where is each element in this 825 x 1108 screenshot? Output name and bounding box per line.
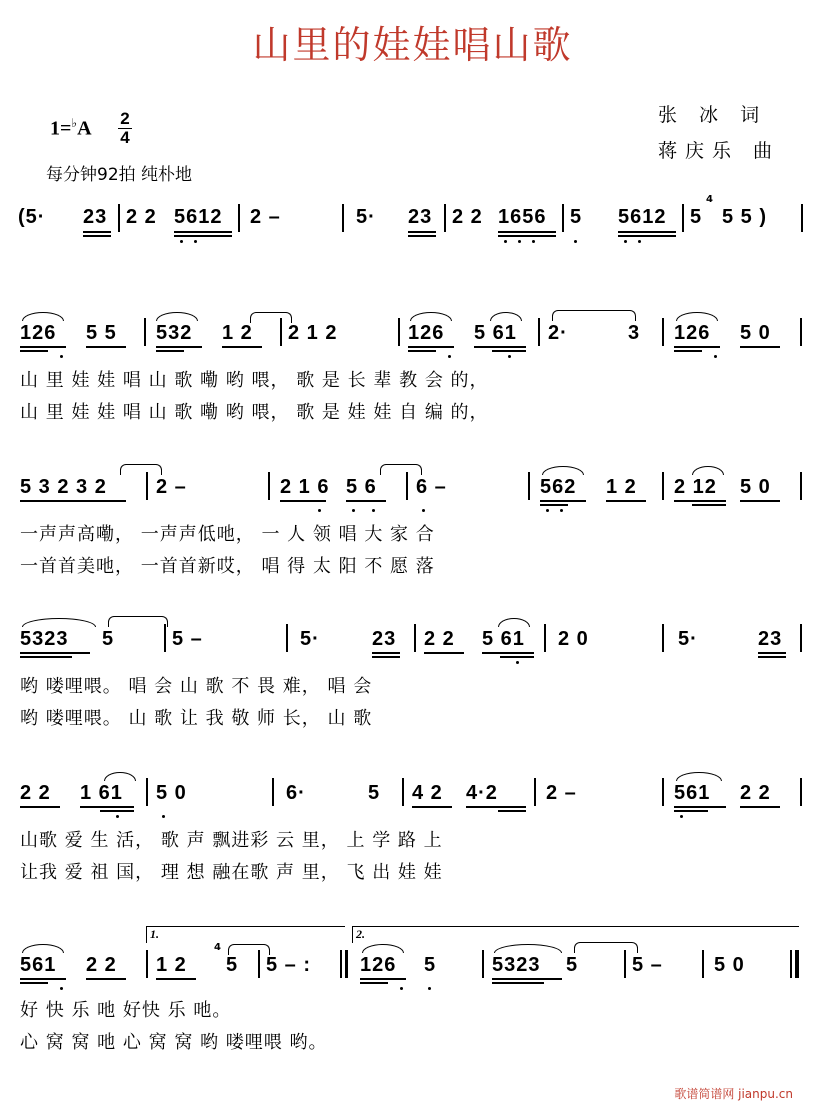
underline [540, 500, 586, 502]
underline [20, 346, 66, 348]
volta-second-ending [352, 926, 799, 943]
underline [360, 982, 388, 984]
slur [490, 312, 522, 321]
final-barline-thin [790, 950, 792, 978]
low-dot [574, 240, 577, 243]
low-dot [516, 661, 519, 664]
barline [146, 778, 148, 806]
slur [676, 312, 718, 321]
barline [286, 624, 288, 652]
underline [222, 346, 262, 348]
barline [624, 950, 626, 978]
underline [408, 346, 454, 348]
note-group: 5 [226, 954, 239, 976]
low-dot [162, 815, 165, 818]
underline [360, 978, 406, 980]
note-group: 561 [20, 954, 57, 976]
low-dot [638, 240, 641, 243]
barline [146, 472, 148, 500]
low-dot [714, 355, 717, 358]
note-group: 5 [690, 206, 703, 228]
low-dot [400, 987, 403, 990]
underline [20, 978, 66, 980]
slur [410, 312, 452, 321]
tie [250, 312, 292, 323]
low-dot [508, 355, 511, 358]
note-group: 3 [628, 322, 641, 344]
low-dot [680, 815, 683, 818]
low-dot [60, 987, 63, 990]
underline [174, 231, 232, 233]
underline [482, 652, 534, 654]
note-group: 5 [570, 206, 583, 228]
underline [20, 656, 72, 658]
low-dot [60, 355, 63, 358]
slur [22, 944, 64, 953]
barline [272, 778, 274, 806]
low-dot [372, 509, 375, 512]
barline [544, 624, 546, 652]
underline [346, 500, 386, 502]
lyrics-verse-2: 山 里 娃 娃 唱 山 歌 嘞 哟 喂， 歌 是 娃 娃 自 编 的， [20, 402, 489, 423]
tie [120, 464, 162, 475]
note-group: 532 [156, 322, 193, 344]
volta-label: 2. [356, 927, 365, 941]
underline [412, 806, 452, 808]
lyrics-verse-1: 山 里 娃 娃 唱 山 歌 嘞 哟 喂， 歌 是 长 辈 教 会 的， [20, 370, 489, 391]
note-group: 4·2 [466, 782, 498, 804]
underline [20, 350, 48, 352]
barline [562, 204, 564, 232]
repeat-end-barline [345, 950, 348, 978]
note-group: 5 61 [474, 322, 517, 344]
note-group: 561 [674, 782, 711, 804]
note-group: 5· [356, 206, 376, 228]
barline [534, 778, 536, 806]
slur [362, 944, 404, 953]
underline [740, 500, 780, 502]
underline [83, 231, 111, 233]
note-group: 126 [674, 322, 711, 344]
underline [540, 504, 568, 506]
note-group: 5 – : [266, 954, 312, 976]
lyrics-verse-1: 一声声高嘞， 一声声低吔， 一 人 领 唱 大 家 合 [20, 524, 435, 545]
low-dot [518, 240, 521, 243]
underline [372, 656, 400, 658]
barline [406, 472, 408, 500]
note-group: 5 0 [156, 782, 187, 804]
barline [280, 318, 282, 346]
note-group: 4 2 [412, 782, 443, 804]
barline [144, 318, 146, 346]
note-group: 2 2 [86, 954, 117, 976]
note-group: 1 2 [222, 322, 253, 344]
tempo-marking: 每分钟92拍 纯朴地 [46, 165, 193, 185]
underline [492, 350, 526, 352]
note-group: 126 [360, 954, 397, 976]
low-dot [560, 509, 563, 512]
lyrics-verse-1: 山歌 爱 生 活， 歌 声 飘进彩 云 里， 上 学 路 上 [20, 830, 443, 851]
note-group: 5· [678, 628, 698, 650]
barline [414, 624, 416, 652]
barline [164, 624, 166, 652]
barline [258, 950, 260, 978]
low-dot [546, 509, 549, 512]
note-group: 2 0 [558, 628, 589, 650]
low-dot [180, 240, 183, 243]
final-barline-thick [795, 950, 799, 978]
volta-first-ending [146, 926, 345, 943]
note-group: 5 0 [714, 954, 745, 976]
flat-symbol: ♭ [71, 116, 78, 130]
barline [444, 204, 446, 232]
note-group: 5 0 [740, 322, 771, 344]
barline [662, 778, 664, 806]
underline [100, 810, 134, 812]
note-group: 1656 [498, 206, 547, 228]
note-group: 5 61 [482, 628, 525, 650]
underline [758, 656, 786, 658]
underline [618, 231, 676, 233]
underline [606, 500, 646, 502]
slur [676, 772, 722, 781]
watermark: 歌谱简谱网 jianpu.cn [674, 1087, 793, 1101]
underline [674, 806, 726, 808]
note-group: 5 [424, 954, 437, 976]
note-group: 5323 [20, 628, 69, 650]
note-group: 562 [540, 476, 577, 498]
note-group: 1 2 [156, 954, 187, 976]
slur [104, 772, 136, 781]
lyrics-verse-2: 一首首美吔， 一首首新哎， 唱 得 太 阳 不 愿 落 [20, 556, 435, 577]
low-dot [428, 987, 431, 990]
barline [528, 472, 530, 500]
underline [466, 806, 526, 808]
note-group: 2 2 [20, 782, 51, 804]
note-group: 5 5 [86, 322, 117, 344]
time-signature [118, 110, 132, 147]
time-sig-top: 2 [120, 109, 130, 128]
barline [398, 318, 400, 346]
lyrics-verse-1: 好 快 乐 吔 好快 乐 吔。 [20, 1000, 232, 1021]
underline [492, 982, 544, 984]
tie [574, 942, 638, 953]
note-group: 5612 [618, 206, 667, 228]
barline [402, 778, 404, 806]
note-group: 5 [566, 954, 579, 976]
barline [800, 472, 802, 500]
note-group: 5 0 [740, 476, 771, 498]
barline [800, 318, 802, 346]
underline [20, 982, 48, 984]
underline [280, 500, 326, 502]
barline [682, 204, 684, 232]
lyrics-verse-2: 心 窝 窝 吔 心 窝 窝 哟 喽哩喂 哟。 [20, 1032, 328, 1053]
tie [380, 464, 422, 475]
barline [662, 472, 664, 500]
note-group: 2 1 6 [280, 476, 330, 498]
composer-credit: 蒋庆乐 曲 [658, 140, 781, 162]
slur [692, 466, 724, 475]
low-dot [194, 240, 197, 243]
key-tonic: A [77, 117, 92, 140]
underline [618, 235, 676, 237]
slur [542, 466, 584, 475]
song-title: 山里的娃娃唱山歌 [252, 23, 573, 67]
barline [482, 950, 484, 978]
underline [20, 806, 60, 808]
note-group: 5 [102, 628, 115, 650]
note-group: 23 [408, 206, 433, 228]
lyrics-verse-1: 哟 喽哩喂。 唱 会 山 歌 不 畏 难， 唱 会 [20, 676, 373, 697]
note-group: 1 61 [80, 782, 123, 804]
underline [408, 350, 436, 352]
underline [83, 235, 111, 237]
grace-note: 4 [214, 942, 221, 953]
underline [474, 346, 526, 348]
note-group: 5 3 2 3 2 [20, 476, 107, 498]
note-group: 5 – [632, 954, 663, 976]
barline [268, 472, 270, 500]
note-group: 5 5 ) [722, 206, 768, 228]
underline [492, 978, 562, 980]
low-dot [422, 509, 425, 512]
underline [80, 806, 134, 808]
underline [674, 350, 702, 352]
low-dot [624, 240, 627, 243]
slur [498, 618, 530, 627]
low-dot [504, 240, 507, 243]
grace-note: 4 [706, 194, 713, 205]
underline [498, 231, 556, 233]
note-group: 2· [548, 322, 568, 344]
lyrics-verse-2: 哟 喽哩喂。 山 歌 让 我 敬 师 长， 山 歌 [20, 708, 373, 729]
note-group: 2 2 [424, 628, 455, 650]
note-group: 6· [286, 782, 306, 804]
underline [86, 978, 126, 980]
barline [118, 204, 120, 232]
slur [494, 944, 562, 953]
underline [372, 652, 400, 654]
underline [674, 346, 720, 348]
underline [692, 504, 726, 506]
underline [20, 500, 126, 502]
volta-label: 1. [150, 927, 159, 941]
underline [740, 346, 780, 348]
note-group: 5612 [174, 206, 223, 228]
note-group: 6 – [416, 476, 447, 498]
barline [342, 204, 344, 232]
note-group: (5· [18, 206, 46, 228]
note-group: 2 2 [452, 206, 483, 228]
barline [662, 318, 664, 346]
underline [174, 235, 232, 237]
underline [20, 652, 90, 654]
note-group: 5323 [492, 954, 541, 976]
underline [424, 652, 464, 654]
underline [740, 806, 780, 808]
barline [340, 950, 342, 978]
barline [800, 778, 802, 806]
note-group: 5 6 [346, 476, 377, 498]
underline [408, 235, 436, 237]
slur [22, 618, 96, 627]
barline [538, 318, 540, 346]
underline [674, 810, 708, 812]
underline [156, 346, 202, 348]
barline [146, 950, 148, 978]
note-group: 5 – [172, 628, 203, 650]
note-group: 23 [758, 628, 783, 650]
low-dot [116, 815, 119, 818]
lyrics-verse-2: 让我 爱 祖 国， 理 想 融在歌 声 里， 飞 出 娃 娃 [20, 862, 443, 883]
note-group: 23 [372, 628, 397, 650]
underline [498, 235, 556, 237]
underline [408, 231, 436, 233]
note-group: 5· [300, 628, 320, 650]
low-dot [448, 355, 451, 358]
barline [238, 204, 240, 232]
note-group: 2 2 [126, 206, 157, 228]
time-sig-bottom: 4 [118, 128, 132, 147]
barline [662, 624, 664, 652]
barline [800, 624, 802, 652]
slur [156, 312, 198, 321]
note-group: 2 2 [740, 782, 771, 804]
key-prefix: 1= [50, 117, 72, 140]
note-group: 5 [368, 782, 381, 804]
lyricist-credit: 张 冰 词 [658, 104, 768, 126]
low-dot [318, 509, 321, 512]
tie [108, 616, 168, 627]
low-dot [532, 240, 535, 243]
note-group: 126 [408, 322, 445, 344]
tie [552, 310, 636, 321]
underline [498, 810, 526, 812]
slur [22, 312, 64, 321]
underline [758, 652, 786, 654]
low-dot [352, 509, 355, 512]
barline [801, 204, 803, 232]
barline [702, 950, 704, 978]
note-group: 2 – [250, 206, 281, 228]
note-group: 1 2 [606, 476, 637, 498]
note-group: 2 1 2 [288, 322, 338, 344]
note-group: 2 12 [674, 476, 717, 498]
key-signature [50, 116, 92, 141]
note-group: 2 – [546, 782, 577, 804]
underline [86, 346, 126, 348]
underline [156, 978, 196, 980]
underline [674, 500, 726, 502]
note-group: 2 – [156, 476, 187, 498]
note-group: 126 [20, 322, 57, 344]
underline [156, 350, 184, 352]
note-group: 23 [83, 206, 108, 228]
underline [500, 656, 534, 658]
